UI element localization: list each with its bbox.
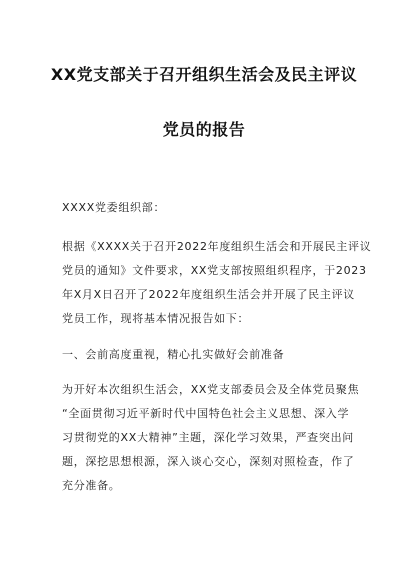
paragraph-3-line-3: 习贯彻党的XX大精神”主题，深化学习效果，严查突出问 [62,431,354,444]
document-title-line-2: 党员的报告 [162,120,246,139]
paragraph-3-line-4: 题，深挖思想根源，深入谈心交心，深刻对照检查，作了 [62,455,355,468]
paragraph-3-line-2: “全面贯彻习近平新时代中国特色社会主义思想、深入学 [62,407,350,420]
salutation: XXXX党委组织部： [62,201,166,214]
paragraph-1-line-2: 党员的通知》文件要求，XX党支部按照组织程序，于2023 [62,264,367,277]
paragraph-1-line-4: 党员工作，现将基本情况报告如下： [62,312,250,325]
section-heading-1: 一、会前高度重视，精心扎实做好会前准备 [62,348,285,361]
paragraph-3-line-5: 充分准备。 [62,479,121,492]
document-title-line-1: XX党支部关于召开组织生活会及民主评议 [50,65,358,84]
paragraph-1-line-3: 年X月X日召开了2022年度组织生活会并开展了民主评议 [62,288,355,301]
paragraph-1-line-1: 根据《XXXX关于召开2022年度组织生活会和开展民主评议 [62,240,372,253]
paragraph-3-line-1: 为开好本次组织生活会，XX党支部委员会及全体党员聚焦 [62,383,360,396]
